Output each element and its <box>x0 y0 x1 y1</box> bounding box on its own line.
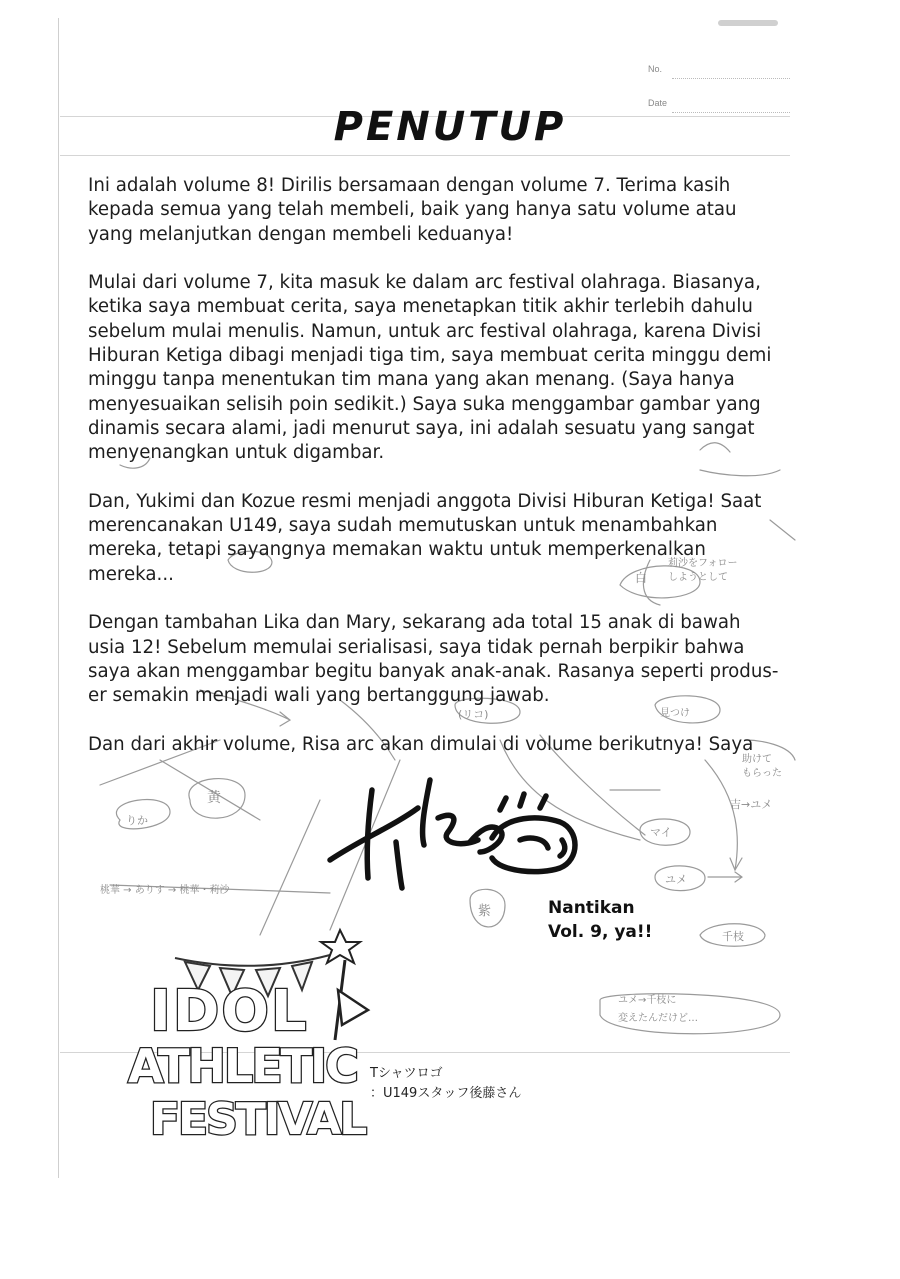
sketch-note-rika: りか <box>126 814 148 827</box>
logo-line-2: ATHLETIC <box>128 1039 357 1093</box>
sketch-note-chie: 千枝 <box>722 930 744 943</box>
sketch-note-yume: ユメ <box>665 873 687 886</box>
sketch-note-yellow: 黄 <box>207 790 221 806</box>
credit-line-2: ：U149スタッフ後藤さん <box>370 1086 522 1101</box>
logo-credit <box>370 1064 521 1104</box>
sketch-note-chain: 桃華 → ありす → 桃華・莉沙 <box>100 885 230 896</box>
closing-line-1: Nantikan <box>548 898 635 918</box>
sketch-note-shiro: 白 <box>635 571 648 585</box>
paragraph: Dan dari akhir volume, Risa arc akan dimulai di volume berikutnya! Saya <box>88 733 754 755</box>
credit-line-1: Tシャツロゴ <box>370 1066 443 1081</box>
paragraph: Dan, Yukimi dan Kozue resmi menjadi anggota Divisi Hiburan Ketiga! Saat merencanakan U149, saya sudah memutuskan untuk menambahkan mereka, tetapi sayangnya memakan waktu untuk memperkenalkan mereka... <box>88 490 762 585</box>
page-title: PENUTUP <box>333 104 567 150</box>
logo-line-3: FESTIVAL <box>150 1094 366 1145</box>
sketch-note-murasaki: 紫 <box>478 904 492 919</box>
paragraph: Mulai dari volume 7, kita masuk ke dalam arc festival olahraga. Biasanya, ketika saya membuat cerita, saya menetapkan titik akhir terlebih dahulu sebelum mulai menulis. Namun, untuk arc festival olahraga, karena Divisi Hiburan Ketiga dibagi menjadi tiga tim, saya membuat cerita minggu demi minggu tanpa menentukan tim mana yang akan menang. (Saya hanya menyesuaikan selisih poin sedikit.) Saya suka menggambar gambar yang dinamis secara alami, jadi menurut saya, ini adalah sesuatu yang sangat menyenangkan untuk digambar. <box>88 272 772 464</box>
sketch-note-kichi-yume: 吉→ユメ <box>730 798 773 811</box>
logo-line-1: IDOL <box>150 979 309 1044</box>
sketch-note-mitsuke: 見つけ <box>660 708 690 719</box>
notebook-no-label: No. <box>648 64 663 74</box>
sketch-note-rico: (リコ) <box>458 708 489 721</box>
paragraph: Ini adalah volume 8! Dirilis bersamaan dengan volume 7. Terima kasih kepada semua yang telah membeli, baik yang hanya satu volume atau yang melanjutkan dengan membeli keduanya! <box>88 175 737 245</box>
paragraph: Dengan tambahan Lika dan Mary, sekarang ada total 15 anak di bawah usia 12! Sebelum memulai serialisasi, saya tidak pernah berpikir bahwa saya akan menggambar begitu banyak anak-anak. Rasanya seperti produs- er semakin menjadi wali yang bertanggung jawab. <box>88 612 779 707</box>
sketch-note-bottom: ユメ→千枝に 変えたんだけど… <box>618 995 698 1024</box>
sketch-note-mai: マイ <box>650 826 672 839</box>
sketch-note-help: 助けて もらった <box>742 754 782 779</box>
closing-line-2: Vol. 9, ya!! <box>548 922 653 942</box>
notebook-date-label: Date <box>648 98 668 108</box>
sketch-note-top: 莉沙をフォロー しようとして <box>668 558 738 583</box>
